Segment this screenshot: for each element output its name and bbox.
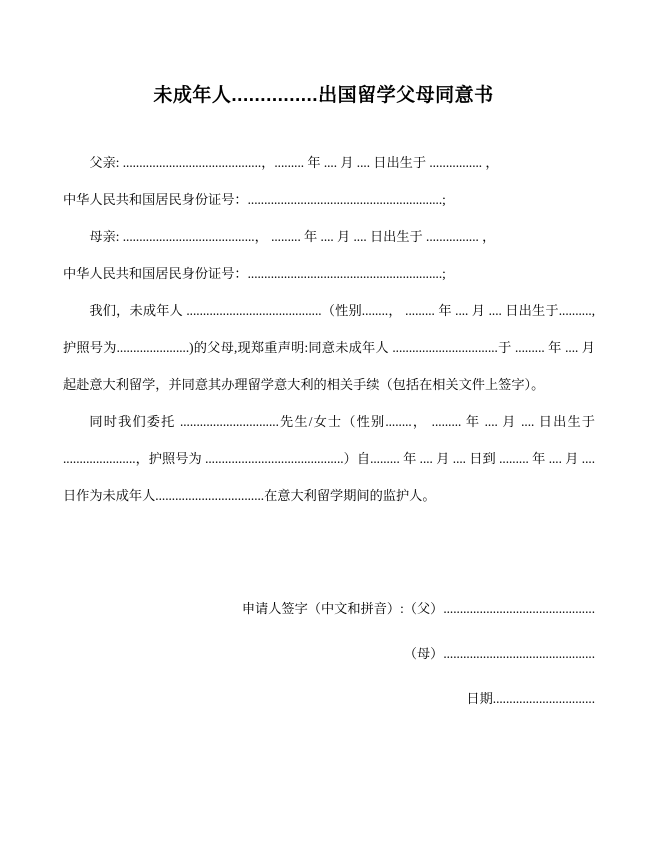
page-title: 未成年人...............出国留学父母同意书 [153,85,494,106]
father-id-number-line: 中华人民共和国居民身份证号：...........................................................; [63,192,446,207]
date-line: 日期............................... [466,691,595,706]
document-body [63,144,595,514]
guardian-entrustment-paragraph: 同时我们委托 ..............................先生/女士（性别........， ......... 年 .... 月 .... 日出生于 ......................，护照号为 ..........................................）自......... 年 .... 月 .... 日到 ......... 年 .... 月 .... 日作为未成年人.................................在意大利留学期间的监护人。 [63,414,595,503]
father-info-line: 父亲: ..........................................，......... 年 .... 月 .... 日出生于 ................ ， [89,155,499,170]
signature-block [63,600,595,708]
consent-declaration-paragraph: 我们，未成年人 .........................................（性别........， ......... 年 .... 月 .... 日出生于..........,护照号为......................)的父母,现郑重声明:同意未成年人 ................................于 ......... 年 .... 月起赴意大利留学，并同意其办理留学意大利的相关手续（包括在相关文件上签字）。 [63,303,595,392]
father-signature-line: 申请人签字（中文和拼音）:（父）.............................................. [241,601,595,616]
mother-info-line: 母亲: ........................................， ......... 年 .... 月 .... 日出生于 ................ ， [89,229,496,244]
mother-id-number-line: 中华人民共和国居民身份证号：...........................................................; [63,266,446,281]
mother-signature-line: （母）.............................................. [403,646,595,661]
